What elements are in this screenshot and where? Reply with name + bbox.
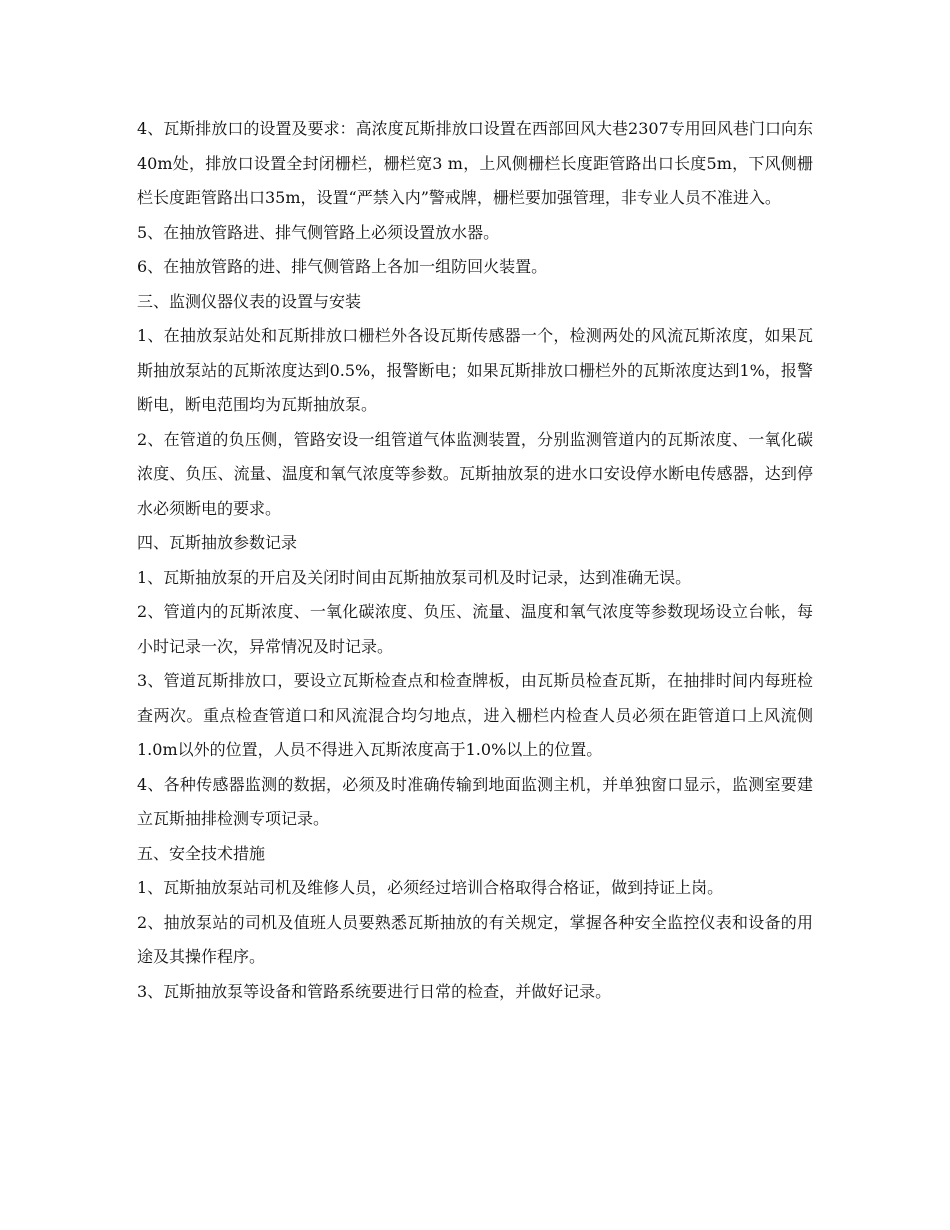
- section-5-item-2: 2、抽放泵站的司机及值班人员要熟悉瓦斯抽放的有关规定，掌握各种安全监控仪表和设备的用途及其操作程序。: [137, 912, 813, 966]
- section-3-heading: 三、监测仪器仪表的设置与安装: [137, 291, 362, 311]
- section-3-item-1: 1、在抽放泵站处和瓦斯排放口栅栏外各设瓦斯传感器一个，检测两处的风流瓦斯浓度，如果瓦斯抽放泵站的瓦斯浓度达到0.5%，报警断电；如果瓦斯排放口栅栏外的瓦斯浓度达到1%，报警断电，断电范围均为瓦斯抽放泵。: [137, 326, 813, 414]
- section-5-item-3: 3、瓦斯抽放泵等设备和管路系统要进行日常的检查，并做好记录。: [137, 981, 612, 1001]
- item-6-flashback: 6、在抽放管路的进、排气侧管路上各加一组防回火装置。: [137, 257, 548, 276]
- section-4-item-4: 4、各种传感器监测的数据，必须及时准确传输到地面监测主机，并单独窗口显示，监测室要建立瓦斯抽排检测专项记录。: [137, 774, 813, 828]
- section-4-heading: 四、瓦斯抽放参数记录: [137, 533, 298, 552]
- item-5-drainer: 5、在抽放管路进、排气侧管路上必须设置放水器。: [137, 222, 500, 242]
- section-4-item-2: 2、管道内的瓦斯浓度、一氧化碳浓度、负压、流量、温度和氧气浓度等参数现场设立台帐，每小时记录一次，异常情况及时记录。: [137, 602, 813, 656]
- item-4-vent-outlet: 4、瓦斯排放口的设置及要求：高浓度瓦斯排放口设置在西部回风大巷2307专用回风巷门口向东40m处，排放口设置全封闭栅栏，栅栏宽3 m，上风侧栅栏长度距管路出口长度5m，下风侧栅栏长度距管路出口35m，设置“严禁入内”警戒牌，栅栏要加强管理，非专业人员不准进入。: [137, 119, 813, 207]
- section-3-item-2: 2、在管道的负压侧，管路安设一组管道气体监测装置，分别监测管道内的瓦斯浓度、一氧化碳浓度、负压、流量、温度和氧气浓度等参数。瓦斯抽放泵的进水口安设停水断电传感器，达到停水必须断电的要求。: [137, 429, 813, 518]
- section-5-heading: 五、安全技术措施: [137, 843, 266, 863]
- section-5-item-1: 1、瓦斯抽放泵站司机及维修人员，必须经过培训合格取得合格证，做到持证上岗。: [137, 878, 724, 897]
- section-4-item-1: 1、瓦斯抽放泵的开启及关闭时间由瓦斯抽放泵司机及时记录，达到准确无误。: [137, 567, 692, 587]
- section-4-item-3: 3、管道瓦斯排放口，要设立瓦斯检查点和检查牌板，由瓦斯员检查瓦斯，在抽排时间内每班检查两次。重点检查管道口和风流混合均匀地点，进入栅栏内检查人员必须在距管道口上风流侧1.0m以外的位置，人员不得进入瓦斯浓度高于1.0%以上的位置。: [137, 671, 813, 759]
